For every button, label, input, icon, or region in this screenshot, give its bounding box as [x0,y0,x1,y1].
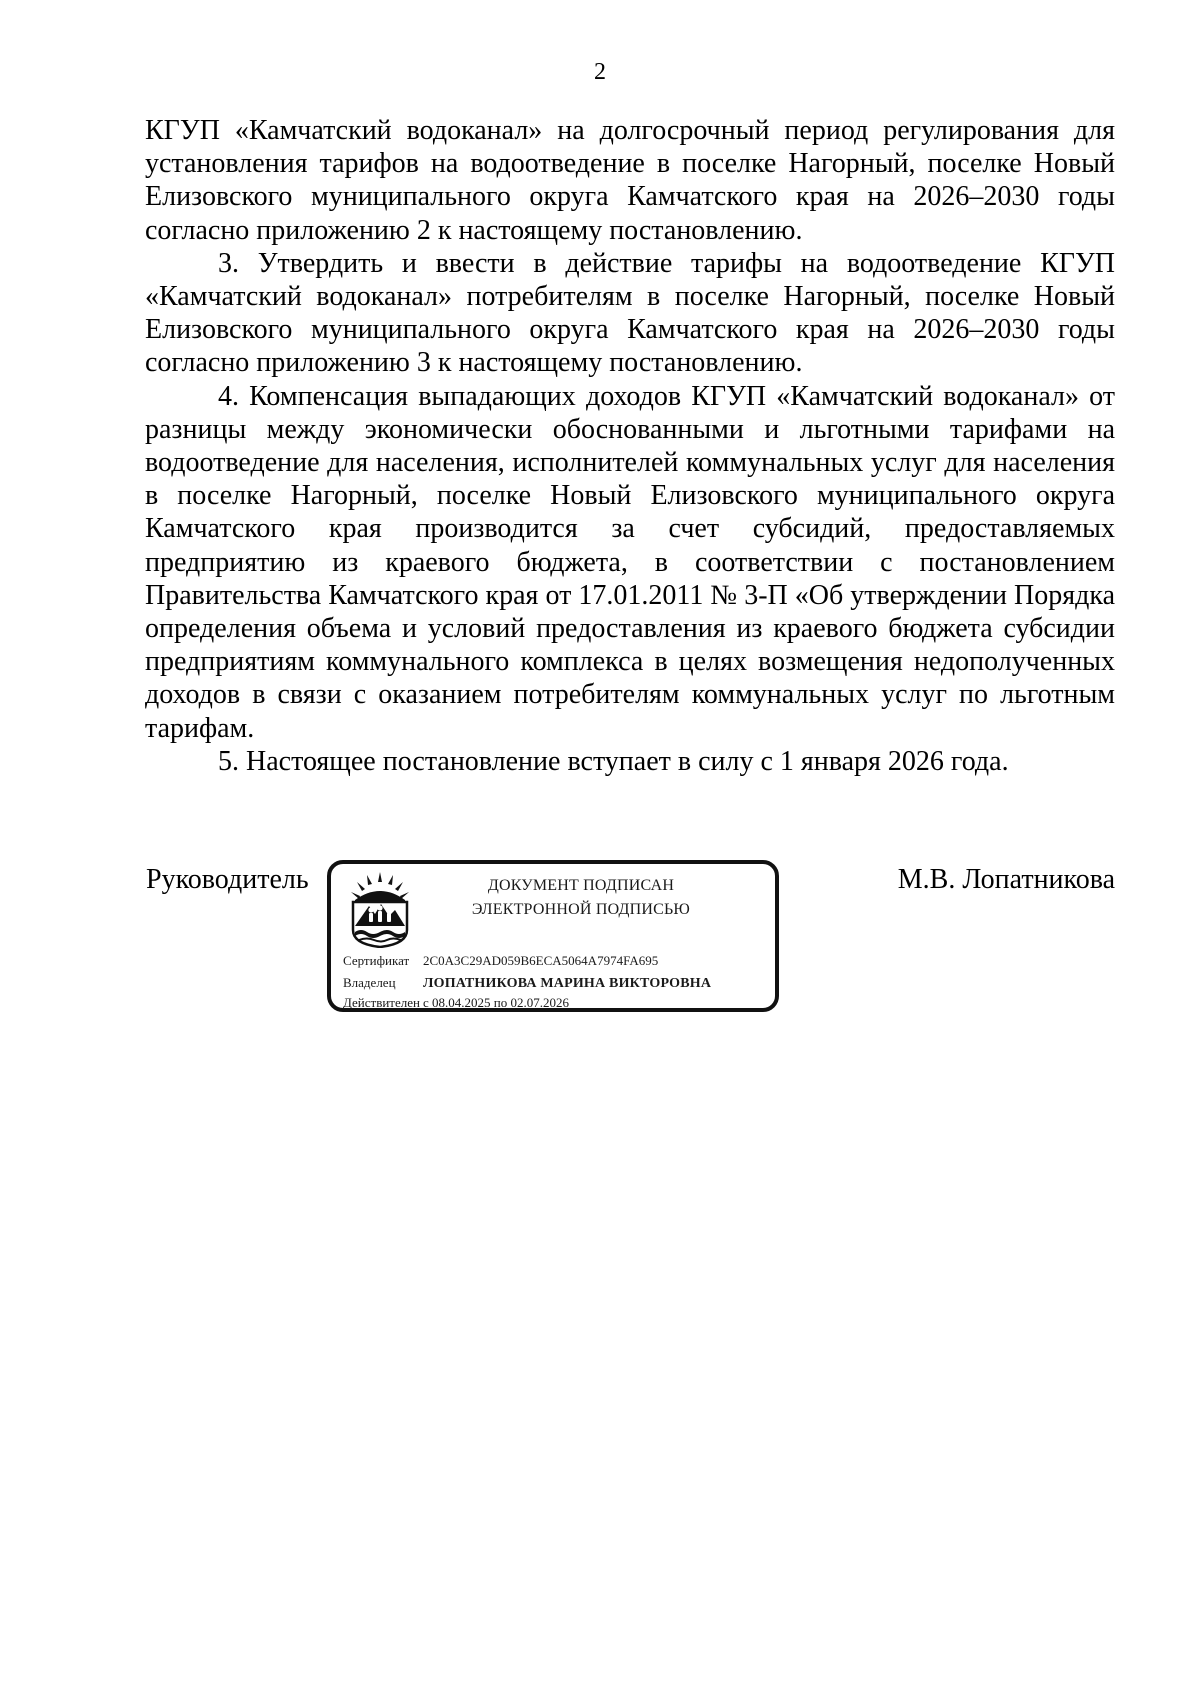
stamp-owner-row [343,974,711,993]
kamchatka-emblem-icon [347,872,413,948]
stamp-certificate-row [343,952,658,970]
stamp-valid-row [343,994,569,1012]
stamp-title-line-1: ДОКУМЕНТ ПОДПИСАН [487,877,675,894]
stamp-title [431,874,731,922]
paragraph-4: 4. Компенсация выпадающих доходов КГУП «Камчатский водоканал» от разницы между экономически обоснованными и льготными тарифами на водоотведение для населения, исполнителей коммунальных услуг для населения в поселке Нагорный, поселке Новый Елизовского муниципального округа Камчатского края производится за счет субсидий, предоставляемых предприятию из краевого бюджета, в соответствии с постановлением Правительства Камчатского края от 17.01.2011 № 3-П «Об утверждении Порядка определения объема и условий предоставления из краевого бюджета субсидии предприятиям коммунального комплекса в целях возмещения недополученных доходов в связи с оказанием потребителям коммунальных услуг по льготным тарифам. [145,380,1115,744]
signatory-name: М.В. Лопатникова [897,864,1115,895]
paragraph-5: 5. Настоящее постановление вступает в силу с 1 января 2026 года. [218,745,1009,777]
signatory-position: Руководитель [146,864,309,895]
page-number: 2 [594,59,606,85]
stamp-certificate-label: Сертификат [343,953,410,968]
stamp-owner-value: ЛОПАТНИКОВА МАРИНА ВИКТОРОВНА [423,976,712,991]
electronic-signature-stamp [327,860,779,1012]
document-body [145,114,1115,778]
stamp-certificate-value: 2C0A3C29AD059B6ECA5064A7974FA695 [423,953,659,968]
paragraph-2-continuation: КГУП «Камчатский водоканал» на долгосрочный период регулирования для установления тарифов на водоотведение в поселке Нагорный, поселке Новый Елизовского муниципального округа Камчатского края на 2026–2030 годы согласно приложению 2 к настоящему постановлению. [145,115,1115,246]
stamp-valid-label: Действителен [343,995,420,1010]
stamp-owner-label: Владелец [343,975,396,990]
paragraph-3: 3. Утвердить и ввести в действие тарифы на водоотведение КГУП «Камчатский водоканал» потребителям в поселке Нагорный, поселке Новый Елизовского муниципального округа Камчатского края на 2026–2030 годы согласно приложению 3 к настоящему постановлению. [145,247,1115,379]
stamp-valid-value: с 08.04.2025 по 02.07.2026 [423,995,569,1010]
stamp-title-line-2: ЭЛЕКТРОННОЙ ПОДПИСЬЮ [471,901,691,918]
